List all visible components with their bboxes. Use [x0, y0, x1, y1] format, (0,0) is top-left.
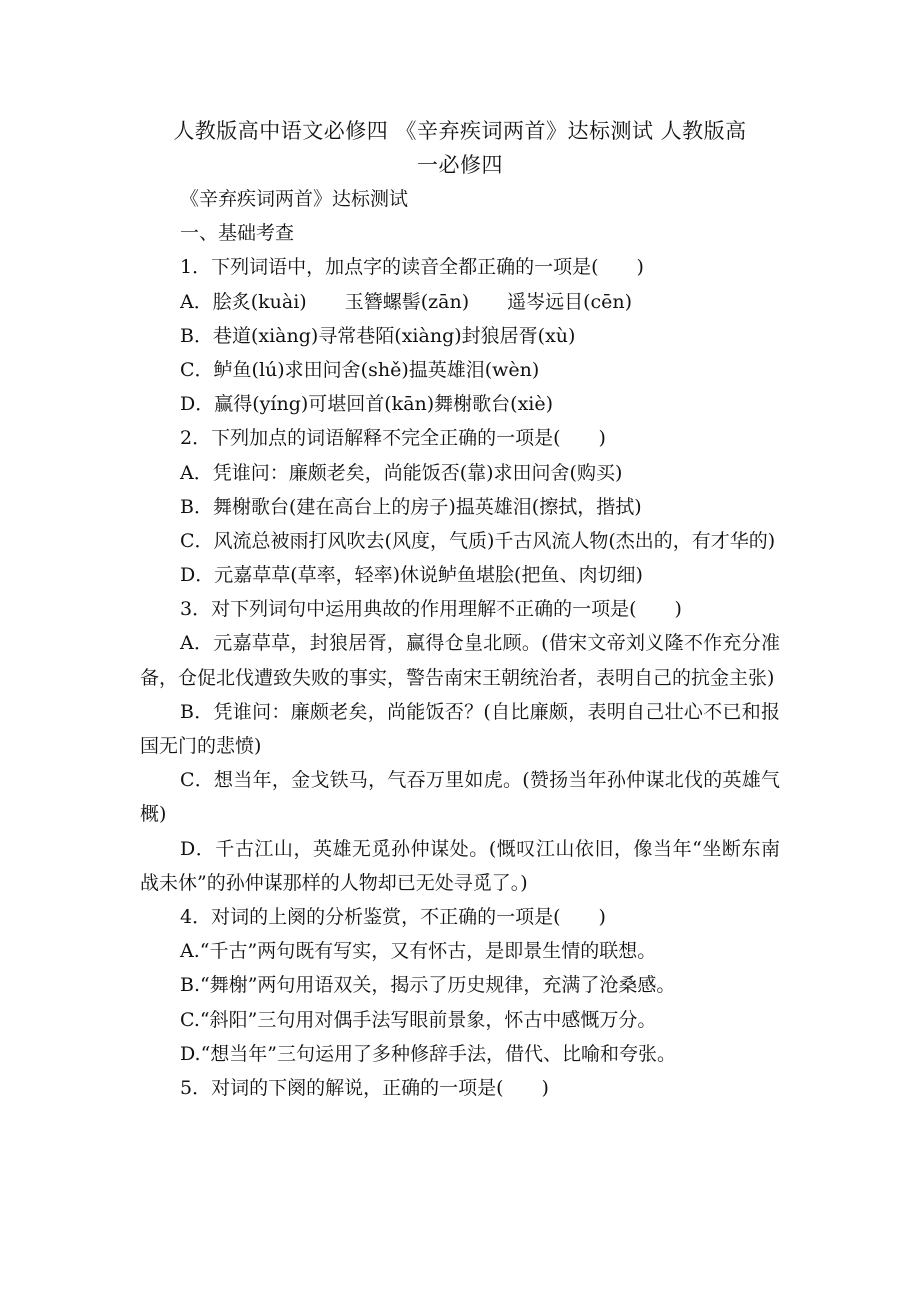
q2-option-a: A．凭谁问：廉颇老矣，尚能饭否(靠)求田问舍(购买)	[180, 461, 623, 484]
q2-option-d: D．元嘉草草(草率，轻率)休说鲈鱼堪脍(把鱼、肉切细)	[180, 564, 643, 587]
question-5: 5．对词的下阕的解说，正确的一项是( )	[180, 1077, 549, 1100]
document-body	[140, 182, 780, 1105]
question-2: 2．下列加点的词语解释不完全正确的一项是( )	[180, 427, 606, 450]
q2-option-c: C．风流总被雨打风吹去(风度，气质)千古风流人物(杰出的，有才华的)	[180, 529, 776, 552]
q4-option-a: A.“千古”两句既有写实，又有怀古，是即景生情的联想。	[180, 940, 657, 963]
title-line-1: 人教版高中语文必修四 《辛弃疾词两首》达标测试 人教版高	[173, 119, 747, 143]
document-title	[140, 114, 780, 182]
q4-option-d: D.“想当年”三句运用了多种修辞手法，借代、比喻和夸张。	[180, 1042, 677, 1065]
q3-option-d: D．千古江山，英雄无觅孙仲谋处。(慨叹江山依旧，像当年“坐断东南战未休”的孙仲谋那样的人物却已无处寻觅了。)	[140, 837, 780, 894]
q2-option-b: B．舞榭歌台(建在高台上的房子)揾英雄泪(擦拭，揩拭)	[180, 495, 642, 518]
q4-option-b: B.“舞榭”两句用语双关，揭示了历史规律，充满了沧桑感。	[180, 974, 676, 997]
q3-option-b: B．凭谁问：廉颇老矣，尚能饭否？(自比廉颇，表明自己壮心不已和报国无门的悲愤)	[140, 700, 780, 758]
q1-option-c: C．鲈鱼(lú)求田问舍(shě)揾英雄泪(wèn)	[180, 358, 540, 381]
q4-option-c: C.“斜阳”三句用对偶手法写眼前景象，怀古中感慨万分。	[180, 1008, 657, 1031]
q1-option-d: D．赢得(yíng)可堪回首(kān)舞榭歌台(xiè)	[180, 393, 554, 416]
q1-option-a: A．脍炙(kuài) 玉簪螺髻(zān) 遥岑远目(cēn)	[180, 290, 633, 313]
title-line-2: 一必修四	[417, 153, 503, 177]
question-4: 4．对词的上阕的分析鉴赏，不正确的一项是( )	[180, 906, 606, 929]
question-3: 3．对下列词句中运用典故的作用理解不正确的一项是( )	[180, 598, 682, 621]
section-heading: 一、基础考查	[180, 222, 295, 245]
subtitle: 《辛弃疾词两首》达标测试	[180, 188, 409, 210]
question-1: 1．下列词语中，加点字的读音全都正确的一项是( )	[180, 256, 644, 279]
q3-option-a: A．元嘉草草，封狼居胥，赢得仓皇北顾。(借宋文帝刘义隆不作充分准备，仓促北伐遭致失败的事实，警告南宋王朝统治者，表明自己的抗金主张)	[140, 632, 780, 689]
q1-option-b: B．巷道(xiàng)寻常巷陌(xiàng)封狼居胥(xù)	[180, 324, 576, 347]
q3-option-c: C．想当年，金戈铁马，气吞万里如虎。(赞扬当年孙仲谋北伐的英雄气概)	[140, 769, 780, 826]
